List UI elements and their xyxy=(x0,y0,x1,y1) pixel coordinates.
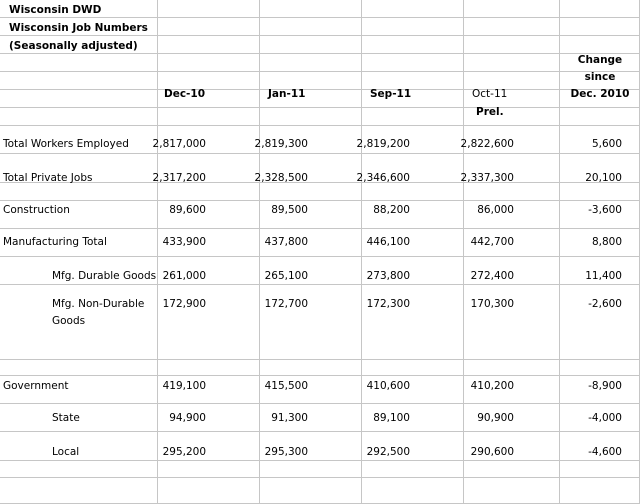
grid-cell xyxy=(260,108,362,126)
grid-cell xyxy=(260,0,362,18)
grid-cell xyxy=(560,18,640,36)
grid-cell xyxy=(158,108,260,126)
grid-cell xyxy=(158,478,260,504)
row-value: 11,400 xyxy=(585,270,622,282)
grid-cell xyxy=(560,0,640,18)
grid-cell xyxy=(464,285,560,360)
row-value: -2,600 xyxy=(588,298,622,310)
grid-cell xyxy=(0,90,158,108)
row-value: 172,700 xyxy=(264,298,308,310)
grid-cell xyxy=(0,108,158,126)
grid-cell xyxy=(0,183,158,201)
grid-cell xyxy=(0,461,158,478)
grid-cell xyxy=(362,0,464,18)
row-value: 20,100 xyxy=(585,172,622,184)
grid-cell xyxy=(464,18,560,36)
title-line-1: Wisconsin DWD xyxy=(9,4,102,16)
row-value: 2,317,200 xyxy=(152,172,206,184)
row-value: 8,800 xyxy=(591,236,622,248)
grid-cell xyxy=(158,36,260,54)
grid-cell xyxy=(362,18,464,36)
row-value: -4,000 xyxy=(588,412,622,424)
row-value: 292,500 xyxy=(366,446,410,458)
row-value: 90,900 xyxy=(477,412,514,424)
grid-cell xyxy=(158,360,260,376)
grid-cell xyxy=(158,461,260,478)
grid-cell xyxy=(362,183,464,201)
row-label: Mfg. Non-Durable xyxy=(52,298,145,310)
grid-cell xyxy=(158,0,260,18)
row-value: 273,800 xyxy=(366,270,410,282)
grid-cell xyxy=(260,478,362,504)
row-value: 410,200 xyxy=(470,380,514,392)
grid-cell xyxy=(362,461,464,478)
row-value: 2,817,000 xyxy=(152,138,206,150)
grid-cell xyxy=(0,360,158,376)
grid-cell xyxy=(0,72,158,90)
row-value: 172,300 xyxy=(366,298,410,310)
grid-cell xyxy=(260,461,362,478)
grid-cell xyxy=(560,478,640,504)
row-value: 2,819,300 xyxy=(254,138,308,150)
row-label: Manufacturing Total xyxy=(3,236,107,248)
row-value: 446,100 xyxy=(366,236,410,248)
grid-cell xyxy=(560,461,640,478)
row-value: 5,600 xyxy=(591,138,622,150)
row-value: -4,600 xyxy=(588,446,622,458)
title-line-3: (Seasonally adjusted) xyxy=(9,40,138,52)
row-value: 89,100 xyxy=(373,412,410,424)
row-value: 442,700 xyxy=(470,236,514,248)
header-change-1: Change xyxy=(577,54,623,66)
row-label: Mfg. Durable Goods xyxy=(52,270,157,282)
grid-cell xyxy=(260,285,362,360)
row-value: 2,328,500 xyxy=(254,172,308,184)
grid-cell xyxy=(362,285,464,360)
grid-cell xyxy=(464,461,560,478)
grid-cell xyxy=(362,54,464,72)
row-value: 2,822,600 xyxy=(460,138,514,150)
row-value: 415,500 xyxy=(264,380,308,392)
grid-cell xyxy=(362,360,464,376)
grid-cell xyxy=(260,360,362,376)
grid-cell xyxy=(464,478,560,504)
row-label: State xyxy=(52,412,80,424)
row-label: Total Workers Employed xyxy=(3,138,129,150)
header-oct11-prel: Prel. xyxy=(476,106,504,118)
row-value: 433,900 xyxy=(162,236,206,248)
header-sep11: Sep-11 xyxy=(370,88,412,100)
row-value: 89,500 xyxy=(271,204,308,216)
row-label: Construction xyxy=(3,204,70,216)
grid-cell xyxy=(464,54,560,72)
row-value: 290,600 xyxy=(470,446,514,458)
row-value: 272,400 xyxy=(470,270,514,282)
row-value: 91,300 xyxy=(271,412,308,424)
grid-cell xyxy=(0,54,158,72)
row-value: 89,600 xyxy=(169,204,206,216)
grid-cell xyxy=(158,54,260,72)
row-value: 2,337,300 xyxy=(460,172,514,184)
row-value: 410,600 xyxy=(366,380,410,392)
grid-cell xyxy=(260,183,362,201)
title-line-2: Wisconsin Job Numbers xyxy=(9,22,148,34)
grid-cell xyxy=(560,36,640,54)
header-jan11: Jan-11 xyxy=(268,88,306,100)
grid-cell xyxy=(260,18,362,36)
grid-cell xyxy=(362,108,464,126)
grid-cell xyxy=(158,285,260,360)
row-value: 419,100 xyxy=(162,380,206,392)
row-label-continued: Goods xyxy=(52,315,86,327)
row-value: 86,000 xyxy=(477,204,514,216)
row-value: 265,100 xyxy=(264,270,308,282)
grid-cell xyxy=(464,360,560,376)
grid-cell xyxy=(560,360,640,376)
header-oct11: Oct-11 xyxy=(472,88,508,100)
grid-cell xyxy=(362,478,464,504)
grid-cell xyxy=(560,183,640,201)
grid-cell xyxy=(260,36,362,54)
header-change-3: Dec. 2010 xyxy=(570,88,630,100)
grid-cell xyxy=(560,108,640,126)
row-label: Local xyxy=(52,446,80,458)
row-value: 94,900 xyxy=(169,412,206,424)
row-value: 2,819,200 xyxy=(356,138,410,150)
row-value: 2,346,600 xyxy=(356,172,410,184)
grid-cell xyxy=(464,0,560,18)
row-label: Government xyxy=(3,380,69,392)
grid-cell xyxy=(260,54,362,72)
row-value: -3,600 xyxy=(588,204,622,216)
grid-cell xyxy=(158,183,260,201)
row-value: -8,900 xyxy=(588,380,622,392)
row-value: 170,300 xyxy=(470,298,514,310)
header-dec10: Dec-10 xyxy=(164,88,206,100)
row-value: 261,000 xyxy=(162,270,206,282)
row-value: 172,900 xyxy=(162,298,206,310)
header-change-2: since xyxy=(584,71,616,83)
row-value: 295,300 xyxy=(264,446,308,458)
row-value: 437,800 xyxy=(264,236,308,248)
row-value: 88,200 xyxy=(373,204,410,216)
row-value: 295,200 xyxy=(162,446,206,458)
grid-cell xyxy=(464,183,560,201)
row-label: Total Private Jobs xyxy=(3,172,93,184)
grid-cell xyxy=(362,36,464,54)
grid-cell xyxy=(560,285,640,360)
grid-cell xyxy=(464,36,560,54)
grid-cell xyxy=(158,18,260,36)
grid-cell xyxy=(0,478,158,504)
